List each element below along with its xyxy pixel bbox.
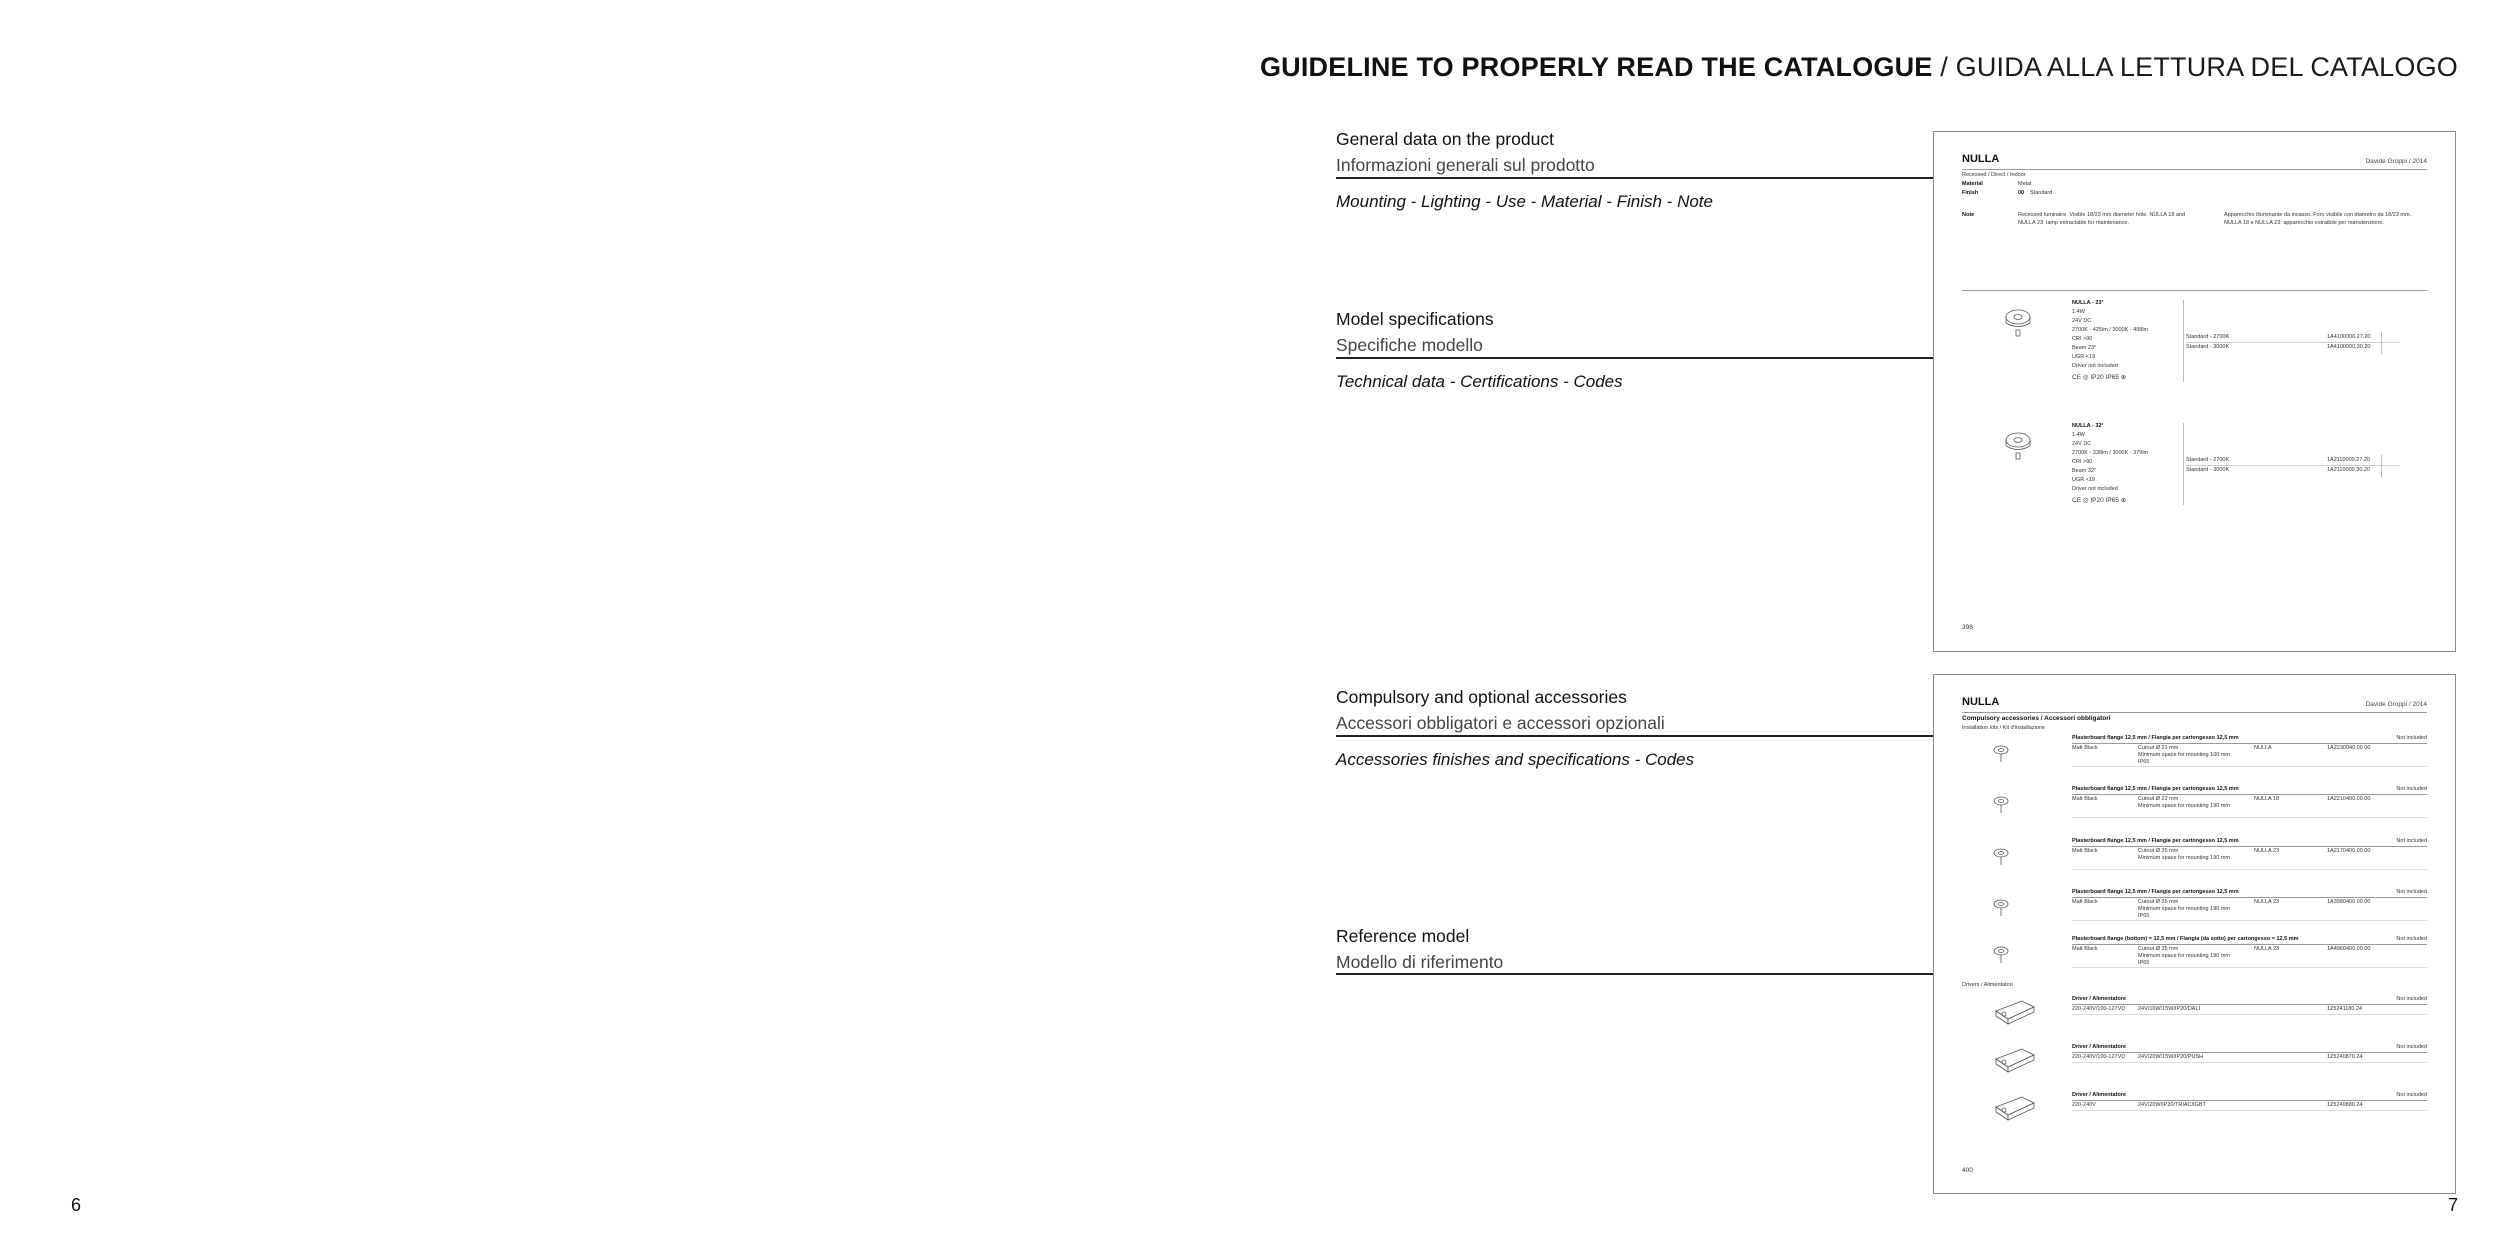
driver-title: Driver / Alimentatore [2072, 1044, 2126, 1050]
label-reference-model [1336, 926, 1503, 973]
divider [2072, 766, 2427, 767]
drivers-title: Drivers / Alimentatori [1962, 982, 2013, 988]
accessory-spec: Cutout Ø 21 mm [2138, 745, 2179, 751]
mounting-text: Recessed / Direct / Indoor [1962, 172, 2026, 178]
material-value: Metal [2018, 181, 2032, 187]
divider [2183, 300, 2184, 382]
accessory-spec: Cutout Ø 22 mm [2138, 796, 2179, 802]
model-spec: UGR <19 [2072, 354, 2096, 360]
label-note: Accessories finishes and specifications - Codes [1336, 750, 1695, 769]
model-spec: 24V DC [2072, 318, 2092, 324]
accessory-drawing-icon [1988, 843, 2016, 874]
divider [2072, 944, 2427, 945]
accessory-drawing-icon [1988, 740, 2016, 771]
model-spec: CRI >90 [2072, 336, 2093, 342]
accessory-spec: Cutout Ø 35 mm [2138, 899, 2179, 905]
section-title: Compulsory accessories / Accessori obbligatori [1962, 715, 2111, 722]
leader-line [1336, 357, 1942, 359]
label-it: Accessori obbligatori e accessori opzionali [1336, 713, 1665, 733]
leader-line [1336, 177, 1942, 179]
finish-value: Standard [2030, 190, 2053, 196]
label-note: Technical data - Certifications - Codes [1336, 372, 1623, 391]
accessory-title: Plasterboard flange 12,5 mm / Flangia per cartongesso 12,5 mm [2072, 889, 2239, 895]
divider [2381, 332, 2382, 354]
variant-code: 1A4100000.27.20 [2327, 334, 2371, 340]
sheet-title: NULLA [1962, 696, 2000, 708]
accessory-title: Plasterboard flange 12,5 mm / Flangia per cartongesso 12,5 mm [2072, 735, 2239, 741]
note-it: Apparecchio illuminante da incasso. Foro visibile con diametro da 18/23 mm. [2224, 212, 2412, 218]
label-en: Compulsory and optional accessories [1336, 687, 1627, 707]
product-drawing-icon [1998, 424, 2040, 462]
accessory-finish: Matt Black [2072, 848, 2098, 854]
accessory-title: Plasterboard flange 12,5 mm / Flangia per cartongesso 12,5 mm [2072, 838, 2239, 844]
label-en: Reference model [1336, 926, 1470, 946]
divider [1962, 290, 2427, 291]
accessory-status: Not included [2396, 936, 2427, 942]
model-spec: Beam 32° [2072, 468, 2097, 474]
model-spec: 2700K - 338lm / 3000K - 379lm [2072, 450, 2149, 456]
variant-label: Standard - 2700K [2186, 334, 2230, 340]
driver-title: Driver / Alimentatore [2072, 1092, 2126, 1098]
accessory-spec: IP65 [2138, 913, 2150, 919]
accessory-finish: Matt Black [2072, 796, 2098, 802]
accessory-code: 1A3980400.00.00 [2327, 899, 2371, 905]
driver-input: 220-240V/100-127VD [2072, 1054, 2126, 1060]
divider [1962, 712, 2427, 713]
divider [2072, 1004, 2427, 1005]
driver-spec: 24V/20W/IP20/TRIAC/IGBT [2138, 1102, 2206, 1108]
accessory-spec: Cutout Ø 35 mm [2138, 848, 2179, 854]
divider [2072, 846, 2427, 847]
model-spec: Driver not included [2072, 363, 2118, 369]
accessory-code: 1A2170400.00.00 [2327, 848, 2371, 854]
driver-status: Not included [2396, 996, 2427, 1002]
accessory-spec: Minimum space for mounting 190 mm [2138, 953, 2231, 959]
page-number-right: 7 [2447, 1195, 2458, 1215]
divider [2072, 869, 2427, 870]
variant-label: Standard - 2700K [2186, 457, 2230, 463]
divider [2072, 1110, 2427, 1111]
model-spec: 1.4W [2072, 309, 2085, 315]
note-label: Note [1962, 212, 1975, 218]
divider [1962, 169, 2427, 170]
label-accessories [1336, 687, 1694, 770]
driver-drawing-icon [1992, 997, 2038, 1032]
accessory-code: 1A2210400.00.00 [2327, 796, 2371, 802]
sheet-author: Davide Groppi / 2014 [2365, 158, 2427, 165]
model-spec: 2700K - 425lm / 3000K - 498lm [2072, 327, 2149, 333]
driver-title: Driver / Alimentatore [2072, 996, 2126, 1002]
finish-code: 00 [2018, 190, 2025, 196]
variant-code: 1A4100000.30.20 [2327, 344, 2371, 350]
accessory-spec: Minimum space for mounting 190 mm [2138, 855, 2231, 861]
note-en: NULLA 23: lamp extractable for maintenance. [2018, 220, 2129, 226]
driver-spec: 24V/20W/15W/IP20/PUSH [2138, 1054, 2204, 1060]
note-it: NULLA 18 e NULLA 23: apparecchio estraibile per manutenzione. [2224, 220, 2384, 226]
product-drawing-icon [1998, 301, 2040, 339]
divider [2072, 1100, 2427, 1101]
accessory-finish: Matt Black [2072, 946, 2098, 952]
subsection-title: Installation kits / Kit d'installazione [1962, 725, 2045, 731]
accessory-spec: Minimum space for mounting 190 mm [2138, 803, 2231, 809]
model-spec: 1.4W [2072, 432, 2085, 438]
accessory-drawing-icon [1988, 894, 2016, 925]
model-name: NULLA - 23° [2072, 300, 2104, 306]
divider [2072, 1052, 2427, 1053]
label-general-data [1336, 129, 1713, 212]
divider [2186, 465, 2400, 466]
accessory-finish: Matt Black [2072, 899, 2098, 905]
label-note: Mounting - Lighting - Use - Material - Finish - Note [1336, 192, 1713, 211]
leader-line [1336, 735, 1942, 737]
finish-label: Finish [1962, 190, 1979, 196]
variant-code: 1A2110000.30.20 [2327, 467, 2371, 473]
accessory-model: NULLA 23 [2254, 899, 2280, 905]
accessory-spec: Minimum space for mounting 190 mm [2138, 906, 2231, 912]
accessory-model: NULLA [2254, 745, 2272, 751]
accessory-spec: Minimum space for mounting 100 mm [2138, 752, 2231, 758]
page-title [1260, 52, 2458, 83]
accessory-drawing-icon [1988, 791, 2016, 822]
divider [2072, 794, 2427, 795]
divider [2072, 1062, 2427, 1063]
divider [2183, 423, 2184, 505]
material-label: Material [1962, 181, 1983, 187]
divider [2072, 967, 2427, 968]
variant-code: 1A2110000.27.20 [2327, 457, 2371, 463]
accessory-drawing-icon [1988, 941, 2016, 972]
variant-label: Standard - 3000K [2186, 467, 2230, 473]
accessory-code: 1A2230040.00.00 [2327, 745, 2371, 751]
accessory-title: Plasterboard flange (bottom) = 12,5 mm / Flangia (da sotto) per cartongesso = 12,5 mm [2072, 936, 2299, 942]
accessory-finish: Matt Black [2072, 745, 2098, 751]
divider [2072, 1014, 2427, 1015]
note-en: Recessed luminaire. Visible 18/23 mm diameter hole. NULLA 18 and [2018, 212, 2186, 218]
accessory-status: Not included [2396, 735, 2427, 741]
accessory-model: NULLA 23 [2254, 848, 2280, 854]
label-it: Specifiche modello [1336, 335, 1483, 355]
driver-status: Not included [2396, 1092, 2427, 1098]
accessory-model: NULLA 23 [2254, 946, 2280, 952]
accessory-spec: Cutout Ø 35 mm [2138, 946, 2179, 952]
model-name: NULLA - 32° [2072, 423, 2104, 429]
accessory-model: NULLA 18 [2254, 796, 2280, 802]
accessory-code: 1A4960400.00.00 [2327, 946, 2371, 952]
model-spec: UGR <19 [2072, 477, 2096, 483]
cert-icons: CE ◎ IP20 IP65 ⊕ [2072, 497, 2127, 504]
cert-icons: CE ◎ IP20 IP65 ⊕ [2072, 374, 2127, 381]
sheet-title: NULLA [1962, 153, 2000, 165]
divider [2072, 817, 2427, 818]
page-title-light: / GUIDA ALLA LETTURA DEL CATALOGO [1932, 52, 2458, 82]
accessory-spec: IP65 [2138, 759, 2150, 765]
label-it: Modello di riferimento [1336, 952, 1504, 972]
catalogue-sheet-product [1933, 131, 2456, 652]
sheet-page-number: 400 [1962, 1167, 1973, 1174]
sheet-author: Davide Groppi / 2014 [2365, 701, 2427, 708]
page-title-bold: GUIDELINE TO PROPERLY READ THE CATALOGUE [1259, 52, 1933, 82]
page-number-left: 6 [71, 1195, 82, 1215]
divider [2072, 920, 2427, 921]
label-it: Informazioni generali sul prodotto [1336, 155, 1595, 175]
model-spec: CRI >90 [2072, 459, 2093, 465]
driver-status: Not included [2396, 1044, 2427, 1050]
divider [2072, 743, 2427, 744]
driver-spec: 24V/16W/15W/IP20/DALI [2138, 1006, 2201, 1012]
divider [2186, 342, 2400, 343]
accessory-title: Plasterboard flange 12,5 mm / Flangia per cartongesso 12,5 mm [2072, 786, 2239, 792]
driver-drawing-icon [1992, 1045, 2038, 1080]
accessory-status: Not included [2396, 786, 2427, 792]
driver-input: 220-240V [2072, 1102, 2096, 1108]
driver-code: 1Z5241180.24 [2327, 1006, 2363, 1012]
divider [2381, 455, 2382, 477]
label-en: Model specifications [1336, 309, 1494, 329]
accessory-status: Not included [2396, 889, 2427, 895]
label-model-specs [1336, 309, 1623, 392]
driver-code: 1Z5240870.24 [2327, 1054, 2363, 1060]
driver-drawing-icon [1992, 1093, 2038, 1128]
sheet-page-number: 398 [1962, 624, 1973, 631]
label-en: General data on the product [1336, 129, 1554, 149]
divider [2072, 897, 2427, 898]
model-spec: Driver not included [2072, 486, 2118, 492]
variant-label: Standard - 3000K [2186, 344, 2230, 350]
model-spec: Beam 23° [2072, 345, 2097, 351]
accessory-status: Not included [2396, 838, 2427, 844]
driver-code: 1Z5240880.24 [2327, 1102, 2363, 1108]
catalogue-sheet-accessories [1933, 674, 2456, 1194]
accessory-spec: IP65 [2138, 960, 2150, 966]
model-spec: 24V DC [2072, 441, 2092, 447]
driver-input: 220-240V/100-127VD [2072, 1006, 2126, 1012]
